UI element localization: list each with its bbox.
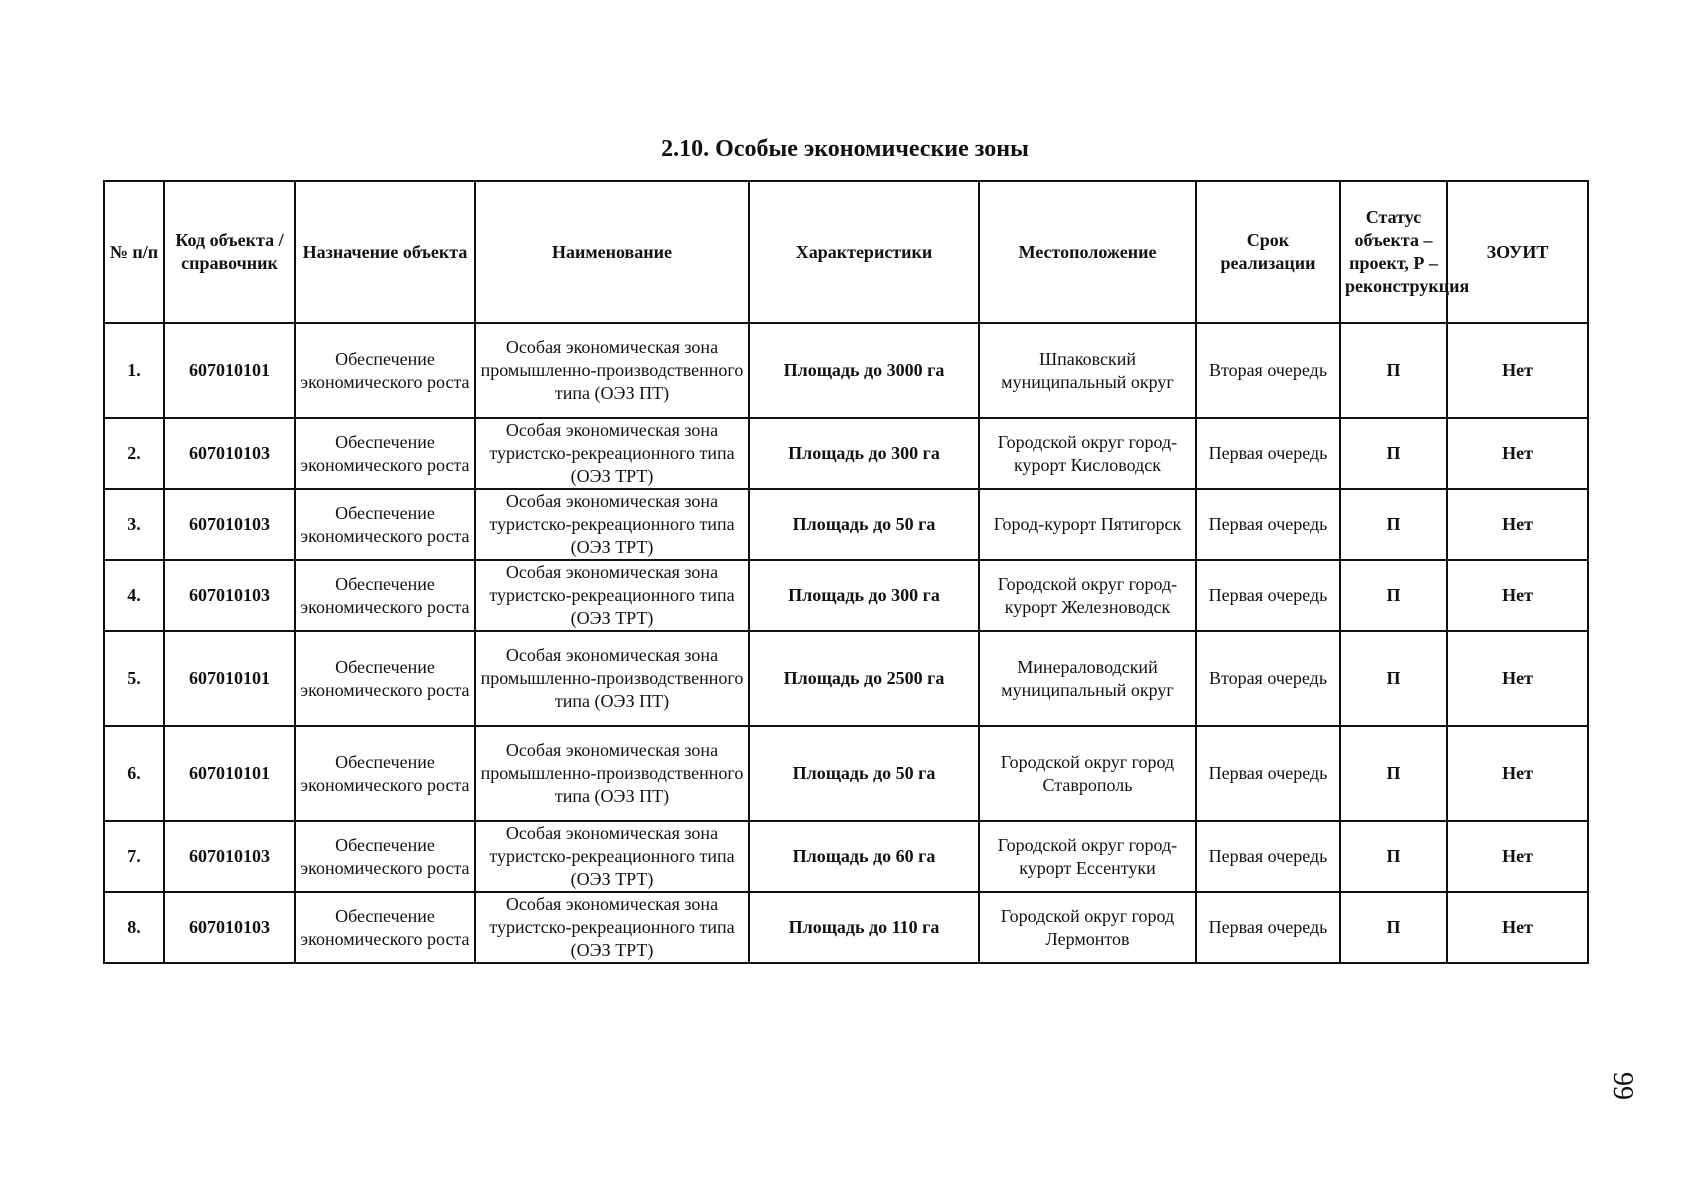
zones-table (103, 180, 1589, 964)
cell-status: П (1340, 892, 1447, 963)
cell-purpose: Обеспечение экономического роста (295, 726, 475, 821)
cell-zouit: Нет (1447, 418, 1588, 489)
cell-zouit: Нет (1447, 726, 1588, 821)
cell-num: 3. (104, 489, 164, 560)
header-num: № п/п (104, 181, 164, 323)
cell-term: Первая очередь (1196, 821, 1340, 892)
cell-status: П (1340, 418, 1447, 489)
cell-zouit: Нет (1447, 821, 1588, 892)
cell-purpose: Обеспечение экономического роста (295, 631, 475, 726)
table-row (104, 560, 1588, 631)
cell-code: 607010101 (164, 323, 295, 418)
table-row (104, 489, 1588, 560)
cell-name: Особая экономическая зона туристско-рекреационного типа (ОЭЗ ТРТ) (475, 418, 749, 489)
cell-num: 7. (104, 821, 164, 892)
cell-status: П (1340, 560, 1447, 631)
page-title: 2.10. Особые экономические зоны (661, 136, 1029, 162)
header-code: Код объекта / справочник (164, 181, 295, 323)
cell-location: Городской округ город Лермонтов (979, 892, 1196, 963)
cell-characteristics: Площадь до 60 га (749, 821, 979, 892)
cell-location: Городской округ город-курорт Железноводск (979, 560, 1196, 631)
cell-code: 607010101 (164, 726, 295, 821)
cell-code: 607010103 (164, 821, 295, 892)
cell-characteristics: Площадь до 110 га (749, 892, 979, 963)
cell-name: Особая экономическая зона туристско-рекреационного типа (ОЭЗ ТРТ) (475, 560, 749, 631)
cell-num: 8. (104, 892, 164, 963)
header-term: Срок реализации (1196, 181, 1340, 323)
header-name: Наименование (475, 181, 749, 323)
cell-term: Вторая очередь (1196, 323, 1340, 418)
cell-term: Первая очередь (1196, 418, 1340, 489)
cell-num: 6. (104, 726, 164, 821)
cell-status: П (1340, 489, 1447, 560)
cell-status: П (1340, 631, 1447, 726)
header-status: Статус объекта – проект, Р – реконструкция (1340, 181, 1447, 323)
header-characteristics: Характеристики (749, 181, 979, 323)
cell-location: Городской округ город-курорт Ессентуки (979, 821, 1196, 892)
cell-name: Особая экономическая зона промышленно-производственного типа (ОЭЗ ПТ) (475, 726, 749, 821)
cell-code: 607010103 (164, 489, 295, 560)
cell-location: Городской округ город Ставрополь (979, 726, 1196, 821)
cell-purpose: Обеспечение экономического роста (295, 418, 475, 489)
cell-purpose: Обеспечение экономического роста (295, 323, 475, 418)
table-header-row (104, 181, 1588, 323)
table-row (104, 892, 1588, 963)
page-number: 99 (1607, 1072, 1638, 1100)
cell-name: Особая экономическая зона туристско-рекреационного типа (ОЭЗ ТРТ) (475, 489, 749, 560)
cell-code: 607010103 (164, 560, 295, 631)
cell-characteristics: Площадь до 50 га (749, 726, 979, 821)
cell-zouit: Нет (1447, 323, 1588, 418)
cell-name: Особая экономическая зона промышленно-производственного типа (ОЭЗ ПТ) (475, 323, 749, 418)
cell-zouit: Нет (1447, 560, 1588, 631)
table-row (104, 726, 1588, 821)
cell-purpose: Обеспечение экономического роста (295, 821, 475, 892)
cell-code: 607010103 (164, 892, 295, 963)
cell-code: 607010103 (164, 418, 295, 489)
cell-zouit: Нет (1447, 892, 1588, 963)
cell-term: Первая очередь (1196, 892, 1340, 963)
cell-characteristics: Площадь до 300 га (749, 418, 979, 489)
cell-num: 1. (104, 323, 164, 418)
cell-location: Город-курорт Пятигорск (979, 489, 1196, 560)
header-location: Местоположение (979, 181, 1196, 323)
cell-status: П (1340, 821, 1447, 892)
cell-location: Шпаковский муниципальный округ (979, 323, 1196, 418)
cell-purpose: Обеспечение экономического роста (295, 489, 475, 560)
cell-name: Особая экономическая зона туристско-рекреационного типа (ОЭЗ ТРТ) (475, 892, 749, 963)
cell-name: Особая экономическая зона промышленно-производственного типа (ОЭЗ ПТ) (475, 631, 749, 726)
cell-term: Первая очередь (1196, 560, 1340, 631)
cell-zouit: Нет (1447, 489, 1588, 560)
cell-characteristics: Площадь до 3000 га (749, 323, 979, 418)
table-row (104, 631, 1588, 726)
cell-status: П (1340, 726, 1447, 821)
cell-characteristics: Площадь до 300 га (749, 560, 979, 631)
cell-term: Первая очередь (1196, 726, 1340, 821)
cell-location: Городской округ город-курорт Кисловодск (979, 418, 1196, 489)
cell-term: Первая очередь (1196, 489, 1340, 560)
cell-num: 4. (104, 560, 164, 631)
cell-term: Вторая очередь (1196, 631, 1340, 726)
cell-num: 2. (104, 418, 164, 489)
table-row (104, 418, 1588, 489)
cell-zouit: Нет (1447, 631, 1588, 726)
cell-purpose: Обеспечение экономического роста (295, 560, 475, 631)
table-row (104, 821, 1588, 892)
cell-status: П (1340, 323, 1447, 418)
cell-location: Минераловодский муниципальный округ (979, 631, 1196, 726)
header-purpose: Назначение объекта (295, 181, 475, 323)
table-row (104, 323, 1588, 418)
cell-characteristics: Площадь до 50 га (749, 489, 979, 560)
cell-num: 5. (104, 631, 164, 726)
cell-purpose: Обеспечение экономического роста (295, 892, 475, 963)
cell-name: Особая экономическая зона туристско-рекреационного типа (ОЭЗ ТРТ) (475, 821, 749, 892)
header-zouit: ЗОУИТ (1447, 181, 1588, 323)
cell-characteristics: Площадь до 2500 га (749, 631, 979, 726)
cell-code: 607010101 (164, 631, 295, 726)
